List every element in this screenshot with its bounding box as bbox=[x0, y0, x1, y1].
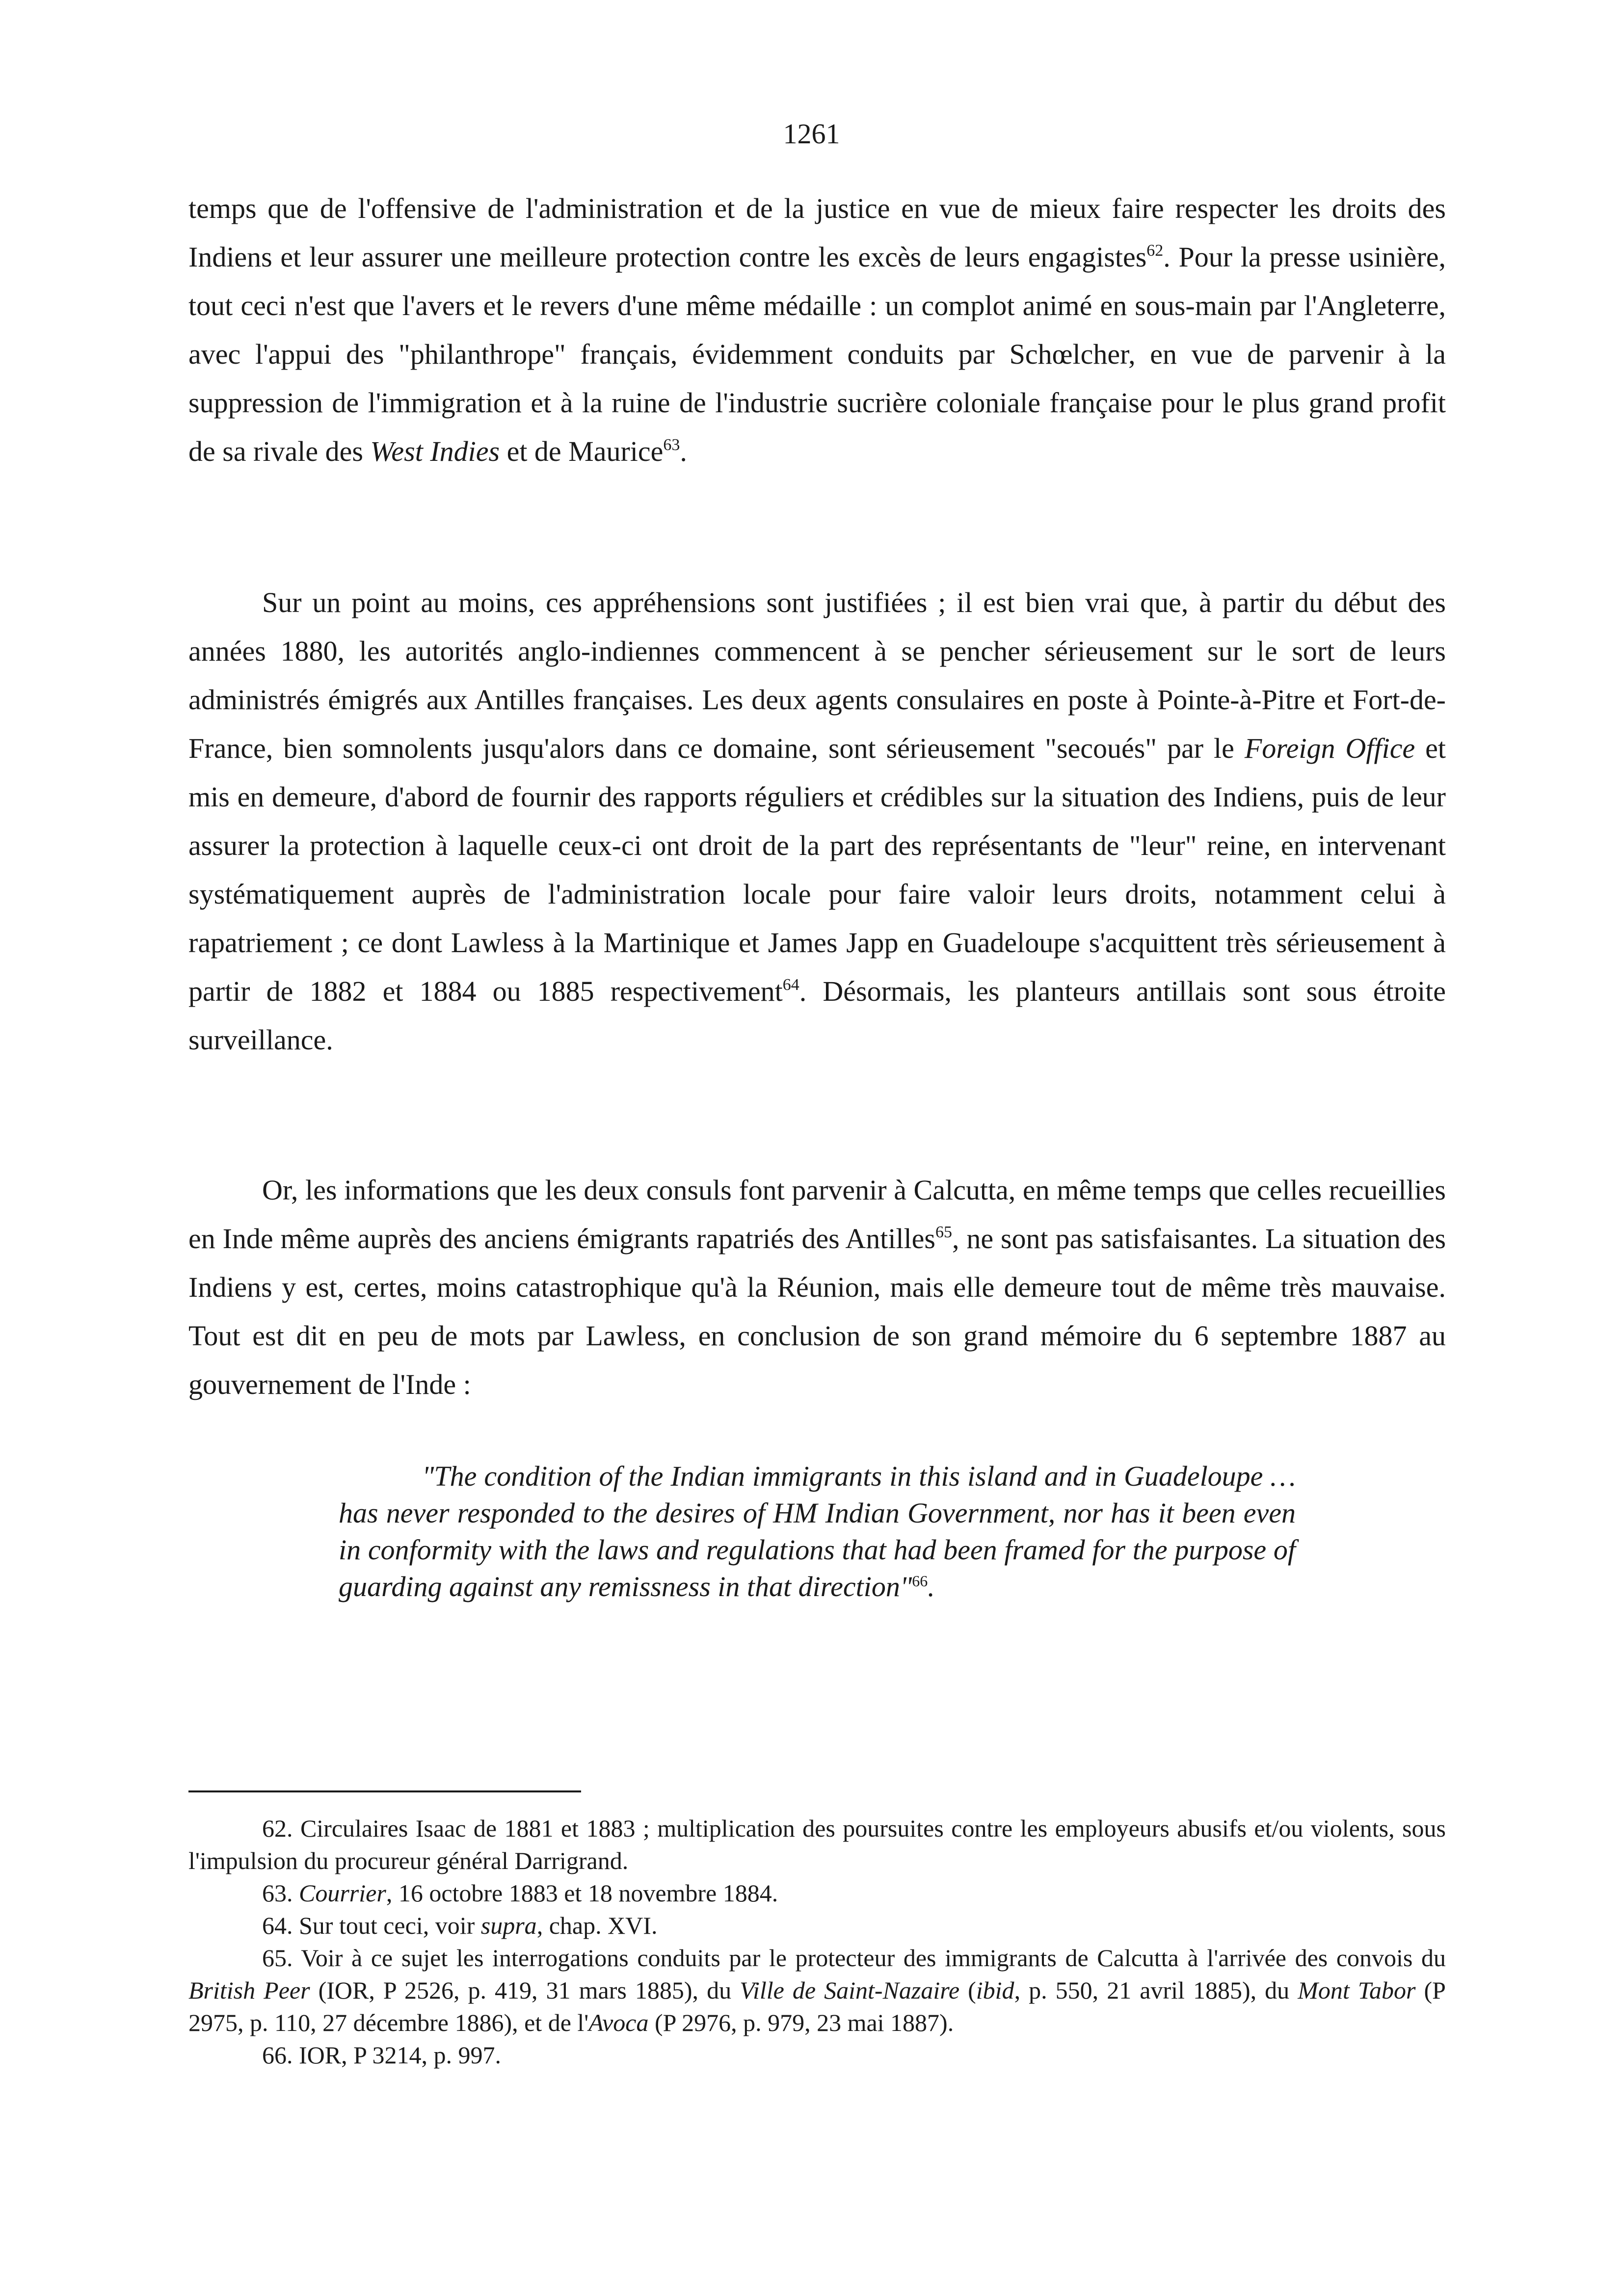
paragraph-1-text-b: . Pour la presse usinière, tout ceci n'est que l'avers et le revers d'une même médaille : un complot animé en sous-main par l'Angleterre, avec l'appui des "philanthrope" français, évidemment conduits par Schœlcher, en vue de parvenir à la suppression de l'immigration et à la ruine de l'industrie sucrière coloniale française pour le plus grand profit de sa rivale des bbox=[188, 241, 1446, 467]
footnote-66-text: 66. IOR, P 3214, p. 997. bbox=[262, 2041, 502, 2069]
footnote-63 bbox=[188, 1877, 1446, 1909]
footnote-65-italic-ville-de-saint-nazaire: Ville de Saint-Nazaire bbox=[740, 1976, 960, 2004]
footnote-ref-66: 66 bbox=[912, 1572, 928, 1590]
footnotes bbox=[188, 1812, 1446, 2071]
footnote-65-text-f: (P 2976, p. 979, 23 mai 1887). bbox=[648, 2009, 954, 2036]
paragraph-3-text-a: Or, les informations que les deux consuls font parvenir à Calcutta, en même temps que celles recueillies en Inde même auprès des anciens émigrants rapatriés des Antilles bbox=[188, 1174, 1446, 1255]
paragraph-1-text-d: . bbox=[680, 435, 687, 467]
paragraph-2-italic-foreign-office: Foreign Office bbox=[1244, 732, 1415, 764]
footnote-64 bbox=[188, 1909, 1446, 1942]
footnote-64-rest: , chap. XVI. bbox=[536, 1912, 658, 1939]
footnote-65-italic-ibid: ibid bbox=[976, 1976, 1014, 2004]
footnote-65-italic-british-peer: British Peer bbox=[188, 1976, 310, 2004]
page-number: 1261 bbox=[783, 118, 840, 150]
footnote-64-pre: 64. Sur tout ceci, voir bbox=[262, 1912, 481, 1939]
footnote-ref-63: 63 bbox=[663, 436, 680, 454]
paragraph-3 bbox=[188, 1166, 1446, 1409]
footnote-65-text-c: ( bbox=[959, 1976, 976, 2004]
footnote-65-text-b: (IOR, P 2526, p. 419, 31 mars 1885), du bbox=[310, 1976, 740, 2004]
footnote-65 bbox=[188, 1942, 1446, 2039]
footnote-65-italic-avoca: Avoca bbox=[588, 2009, 649, 2036]
block-quote-end: . bbox=[928, 1571, 935, 1602]
paragraph-3-text-b: , ne sont pas satisfaisantes. La situation des Indiens y est, certes, moins catastrophique qu'à la Réunion, mais elle demeure tout de même très mauvaise. Tout est dit en peu de mots par Lawless, en conclusion de son grand mémoire du 6 septembre 1887 au gouvernement de l'Inde : bbox=[188, 1223, 1446, 1400]
paragraph-1 bbox=[188, 184, 1446, 476]
paragraph-2-text-c: . Désormais, les planteurs antillais sont sous étroite surveillance. bbox=[188, 975, 1446, 1056]
paragraph-2 bbox=[188, 578, 1446, 1064]
footnote-64-italic: supra bbox=[480, 1912, 537, 1939]
footnote-63-number: 63. bbox=[262, 1879, 299, 1907]
paragraph-2-text-a: Sur un point au moins, ces appréhensions sont justifiées ; il est bien vrai que, à partir du début des années 1880, les autorités anglo-indiennes commencent à se pencher sérieusement sur le sort de leurs administrés émigrés aux Antilles françaises. Les deux agents consulaires en poste à Pointe-à-Pitre et Fort-de-France, bien somnolents jusqu'alors dans ce domaine, sont sérieusement "secoués" par le bbox=[188, 587, 1446, 764]
block-quote-text: "The condition of the Indian immigrants in this island and in Guadeloupe … has never responded to the desires of HM Indian Government, nor has it been even in conformity with the laws and regulations that had been framed for the purpose of guarding against any remissness in that direction" bbox=[339, 1460, 1296, 1602]
paragraph-1-text-c: et de Maurice bbox=[500, 435, 664, 467]
block-quote bbox=[339, 1458, 1296, 1605]
footnote-63-italic: Courrier bbox=[299, 1879, 386, 1907]
footnote-ref-62: 62 bbox=[1146, 241, 1164, 260]
footnote-63-rest: , 16 octobre 1883 et 18 novembre 1884. bbox=[386, 1879, 778, 1907]
paragraph-1-italic-west-indies: West Indies bbox=[370, 435, 500, 467]
footnote-66 bbox=[188, 2039, 1446, 2071]
footnote-65-text-e: (P 2975, p. 110, 27 décembre 1886), et de l' bbox=[188, 1976, 1446, 2036]
footnote-ref-64: 64 bbox=[782, 976, 799, 994]
footnote-65-text-d: , p. 550, 21 avril 1885), du bbox=[1014, 1976, 1298, 2004]
footnote-62 bbox=[188, 1812, 1446, 1877]
footnote-62-text: 62. Circulaires Isaac de 1881 et 1883 ; multiplication des poursuites contre les employeurs abusifs et/ou violents, sous l'impulsion du procureur général Darrigrand. bbox=[188, 1815, 1446, 1874]
paragraph-2-text-b: et mis en demeure, d'abord de fournir des rapports réguliers et crédibles sur la situation des Indiens, puis de leur assurer la protection à laquelle ceux-ci ont droit de la part des représentants de "leur" reine, en intervenant systématiquement auprès de l'administration locale pour faire valoir leurs droits, notamment celui à rapatriement ; ce dont Lawless à la Martinique et James Japp en Guadeloupe s'acquittent très sérieusement à partir de 1882 et 1884 ou 1885 respectivement bbox=[188, 732, 1446, 1007]
footnote-ref-65: 65 bbox=[935, 1223, 952, 1241]
paragraph-1-text-a: temps que de l'offensive de l'administration et de la justice en vue de mieux faire respecter les droits des Indiens et leur assurer une meilleure protection contre les excès de leurs engagistes bbox=[188, 192, 1446, 273]
footnote-separator bbox=[188, 1790, 581, 1792]
footnote-65-italic-mont-tabor: Mont Tabor bbox=[1298, 1976, 1416, 2004]
footnote-65-text-a: 65. Voir à ce sujet les interrogations conduits par le protecteur des immigrants de Calcutta à l'arrivée des convois du bbox=[262, 1944, 1446, 1972]
